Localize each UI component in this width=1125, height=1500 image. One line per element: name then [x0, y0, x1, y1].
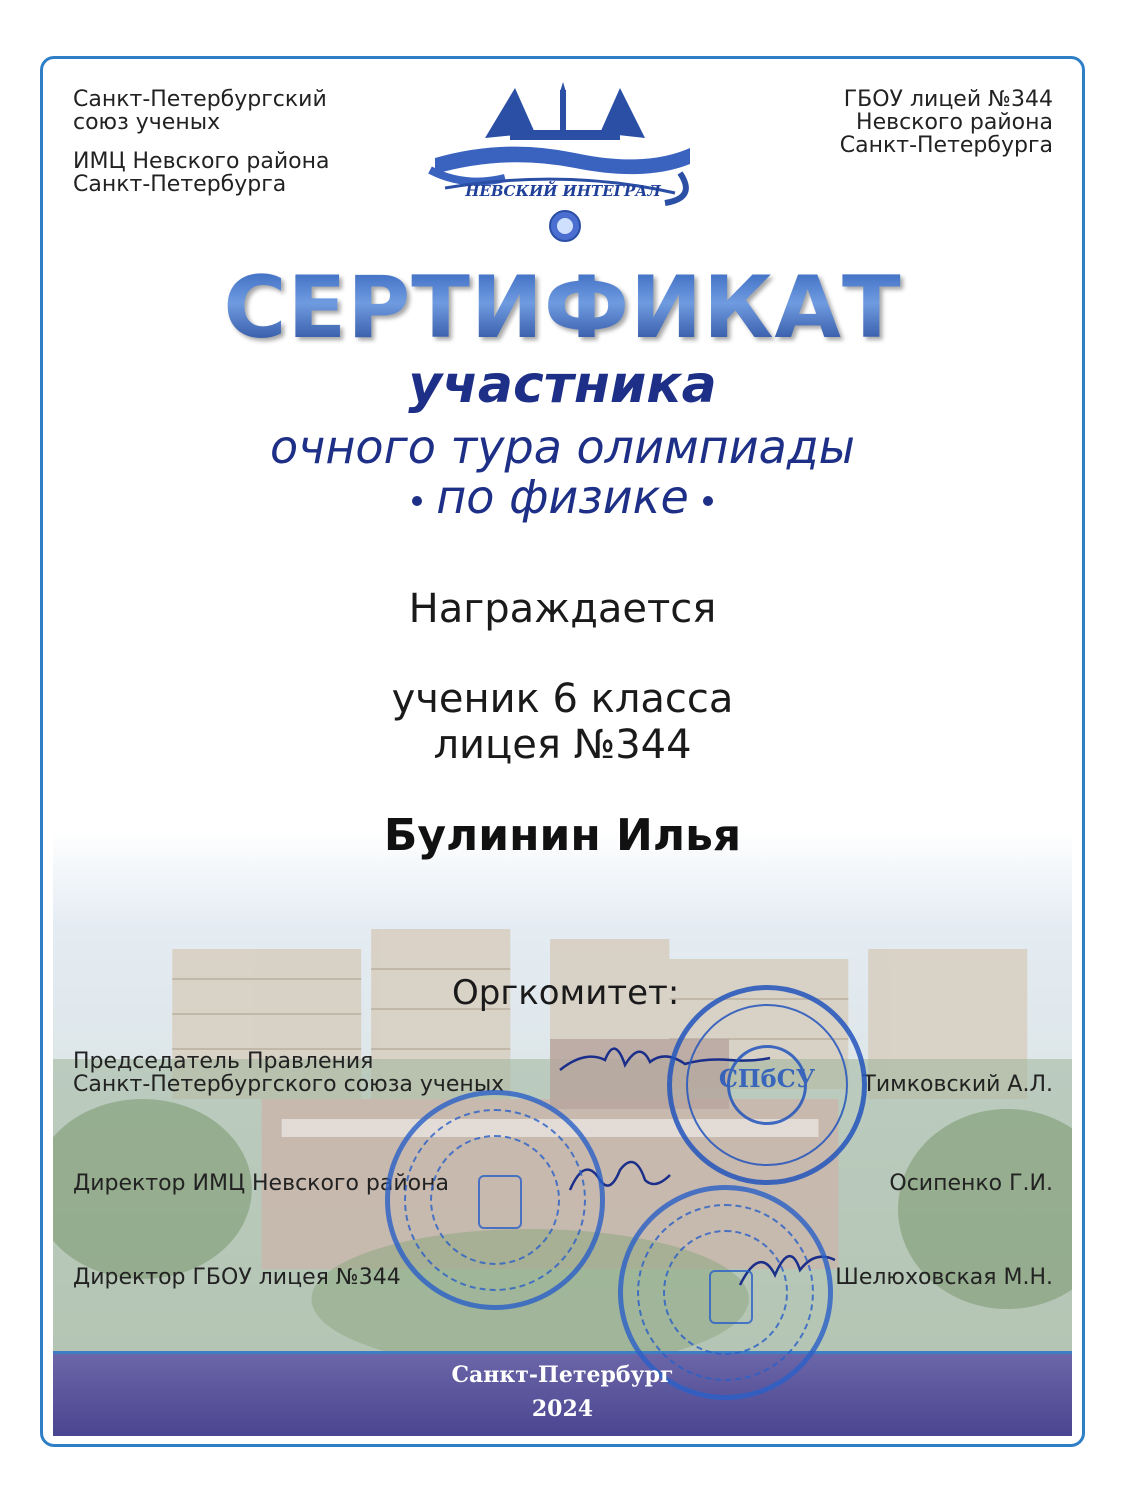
header-left-org2: ИМЦ Невского района Санкт-Петербурга — [73, 149, 330, 197]
subtitle-olympiad: очного тура олимпиады — [270, 420, 855, 474]
signatory-1-role: Председатель Правления Санкт-Петербургского союза ученых — [73, 1049, 505, 1097]
imc-stamp — [385, 1090, 605, 1310]
signatory-3-role: Директор ГБОУ лицея №344 — [73, 1265, 401, 1290]
recipient-name: Булинин Илья — [383, 810, 742, 861]
signatory-3-name: Шелюховская М.Н. — [835, 1265, 1053, 1290]
spbsu-stamp — [667, 985, 867, 1185]
bullet-left — [412, 496, 422, 506]
recipient-description: ученик 6 класса лицея №344 — [391, 676, 734, 768]
signatory-2-name: Осипенко Г.И. — [889, 1171, 1053, 1196]
awarded-label: Награждается — [408, 586, 717, 632]
signatory-1-name: Тимковский А.Л. — [862, 1072, 1053, 1097]
certificate-title: СЕРТИФИКАТ — [0, 258, 1125, 358]
header-left-org1: Санкт-Петербургский союз ученых — [73, 87, 327, 135]
bullet-right — [703, 496, 713, 506]
footer-year: 2024 — [531, 1396, 594, 1422]
logo-text: НЕВСКИЙ ИНТЕГРАЛ — [465, 182, 661, 200]
header-right-org: ГБОУ лицей №344 Невского района Санкт-Петербурга — [839, 87, 1053, 158]
subtitle-participant: участника — [408, 355, 717, 415]
spbsu-stamp-label: СПбСУ — [718, 1064, 816, 1093]
nevsky-integral-logo — [425, 78, 700, 248]
subtitle-subject: по физике — [0, 470, 1125, 524]
footer-city: Санкт-Петербург — [451, 1362, 674, 1388]
signatory-2-role: Директор ИМЦ Невского района — [73, 1171, 449, 1196]
committee-label: Оргкомитет: — [452, 973, 680, 1013]
